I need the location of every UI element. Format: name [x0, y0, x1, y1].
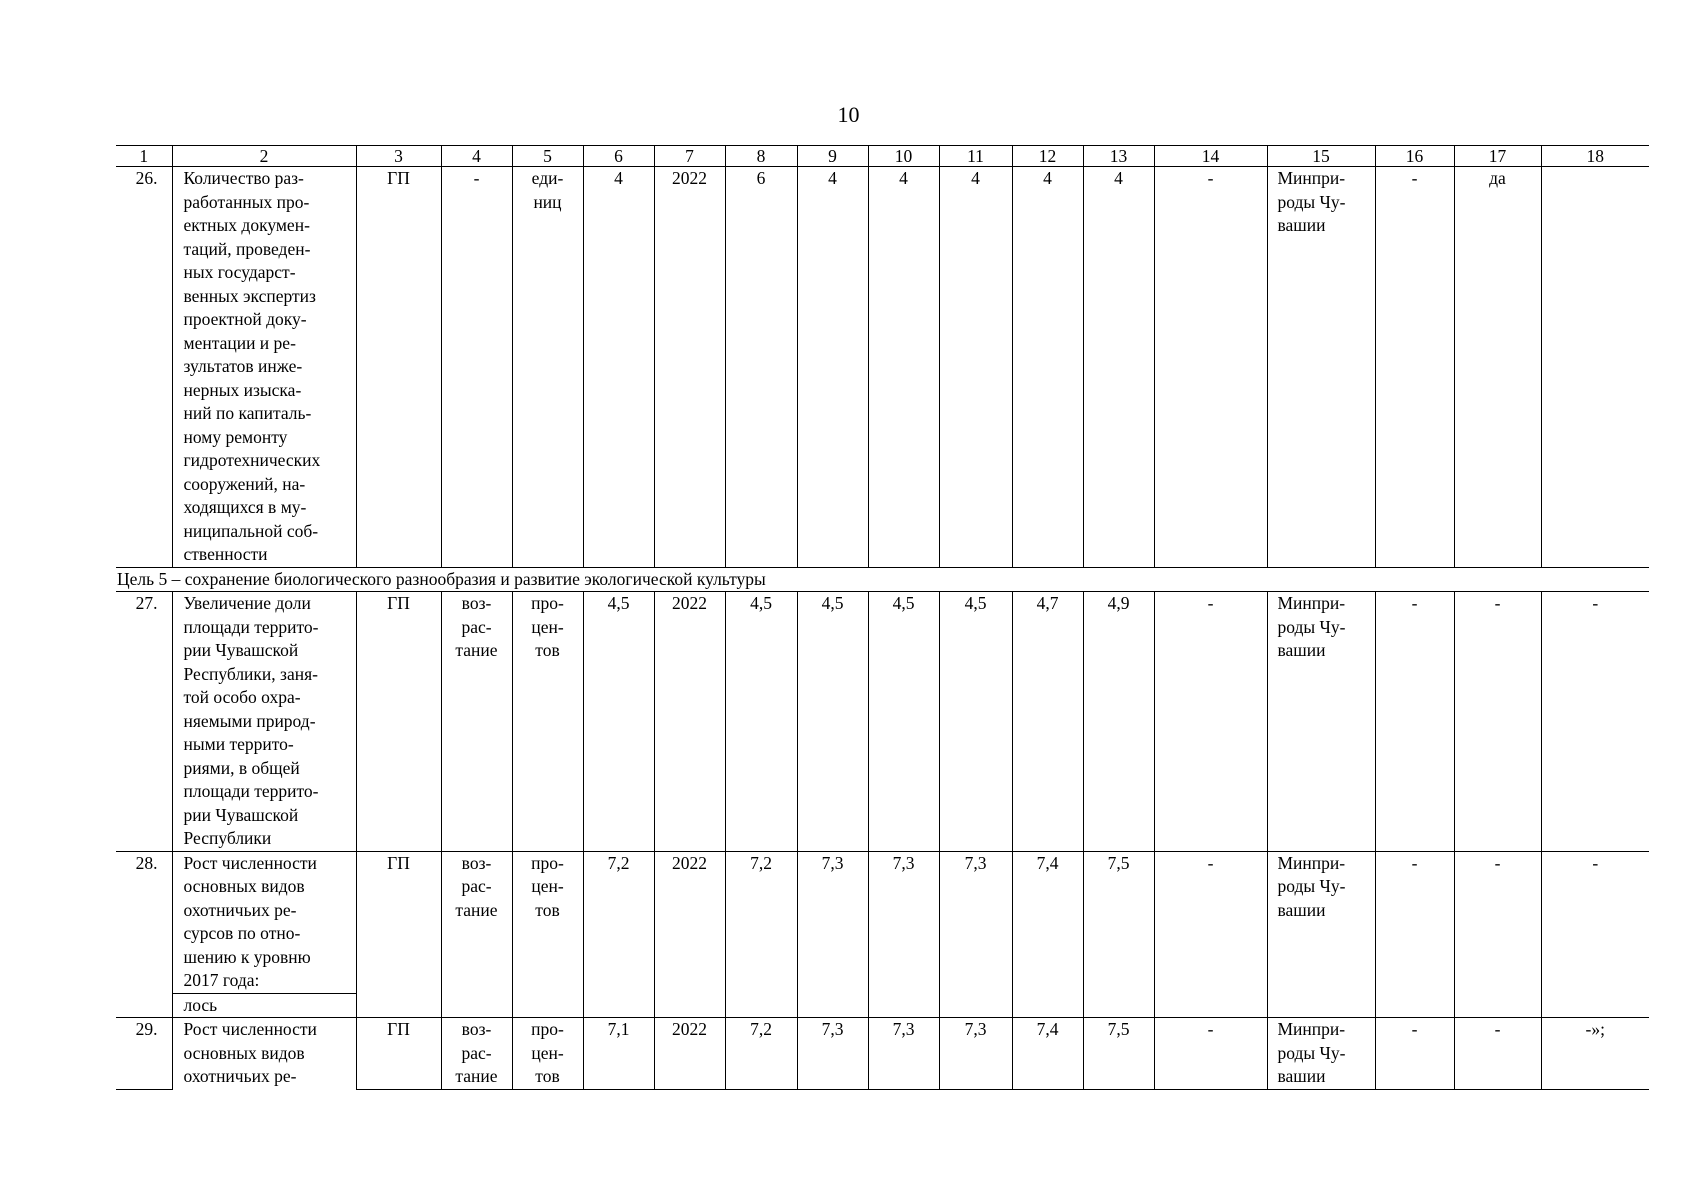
text-line: цен-: [531, 1042, 564, 1063]
text-line: площади террито-: [183, 781, 319, 801]
text-line: венных экспертиз: [183, 285, 316, 306]
cell-value: 7,4: [1012, 851, 1083, 1018]
text-line: ных государст-: [183, 262, 296, 282]
cell-base-value: 4,5: [583, 592, 654, 852]
cell-base-value: 7,1: [583, 1018, 654, 1090]
indicator-name: [172, 1018, 356, 1090]
text-line: роды Чу-: [1277, 616, 1346, 637]
text-line: сооружений, на-: [183, 473, 306, 494]
text-line: ниципальной соб-: [183, 520, 319, 541]
text-line: Минпри-: [1277, 1019, 1346, 1039]
cell-value: 7,2: [725, 1018, 797, 1090]
cell-value: 7,3: [797, 1018, 868, 1090]
header-cell: 15: [1267, 146, 1375, 167]
cell-value: 7,5: [1083, 1018, 1154, 1090]
cell-value: 4,5: [797, 592, 868, 852]
cell-col14: -: [1154, 851, 1267, 1018]
cell-value: 7,3: [868, 851, 939, 1018]
cell-base-year: 2022: [654, 851, 725, 1018]
text-line: тание: [455, 899, 498, 920]
header-cell: 14: [1154, 146, 1267, 167]
text-line: вашии: [1277, 1066, 1326, 1086]
cell-trend: [441, 167, 512, 568]
cell-col18: -: [1541, 851, 1649, 1018]
text-line: тание: [455, 640, 498, 660]
text-line: той особо охра-: [183, 687, 301, 707]
cell-value: 7,3: [797, 851, 868, 1018]
text-line: ний по капиталь-: [183, 403, 312, 423]
text-line: рас-: [461, 876, 492, 896]
cell-base-year: 2022: [654, 592, 725, 852]
text-line: гидротехнических: [183, 450, 321, 470]
cell-responsible: [1267, 851, 1375, 1018]
cell-base-value: 7,2: [583, 851, 654, 1018]
text-line: Рост численности: [183, 1019, 317, 1039]
text-line: Республики: [183, 828, 272, 848]
header-cell: 12: [1012, 146, 1083, 167]
cell-unit: [512, 851, 583, 1018]
cell-value: 7,5: [1083, 851, 1154, 1018]
header-cell: 16: [1375, 146, 1454, 167]
text-line: ментации и ре-: [183, 332, 296, 353]
text-line: тание: [455, 1066, 498, 1086]
cell-col17: -: [1454, 1018, 1541, 1090]
text-line: няемыми природ-: [183, 710, 316, 731]
text-line: ному ремонту: [183, 426, 288, 447]
cell-value: 4: [939, 167, 1012, 568]
cell-col17: -: [1454, 592, 1541, 852]
text-line: про-: [531, 1019, 564, 1039]
text-line: ходящихся в му-: [183, 497, 307, 517]
text-line: ектных докумен-: [183, 215, 310, 235]
table-header-row: [116, 146, 1649, 167]
text-line: шению к уровню: [183, 946, 311, 967]
cell-value: 4: [1012, 167, 1083, 568]
cell-col18: -: [1541, 592, 1649, 852]
indicator-name: [172, 851, 356, 993]
cell-value: 4,5: [939, 592, 1012, 852]
table-row: [116, 167, 1649, 568]
page-number: 10: [837, 102, 860, 127]
text-line: цен-: [531, 616, 564, 637]
table-row: [116, 592, 1649, 852]
cell-unit: [512, 167, 583, 568]
row-number: 26.: [116, 167, 172, 568]
cell-value: 6: [725, 167, 797, 568]
cell-base-year: 2022: [654, 167, 725, 568]
text-line: нерных изыска-: [183, 379, 302, 400]
text-line: -: [473, 168, 480, 188]
text-line: площади террито-: [183, 616, 319, 637]
cell-value: 4,7: [1012, 592, 1083, 852]
cell-col16: -: [1375, 1018, 1454, 1090]
header-cell: 5: [512, 146, 583, 167]
cell-value: 7,3: [939, 851, 1012, 1018]
header-cell: 11: [939, 146, 1012, 167]
header-cell: 2: [172, 146, 356, 167]
text-line: рии Чувашской: [183, 640, 299, 660]
text-line: тов: [535, 640, 560, 660]
cell-value: 7,4: [1012, 1018, 1083, 1090]
text-line: работанных про-: [183, 191, 310, 212]
text-line: вашии: [1277, 640, 1326, 660]
header-cell: 4: [441, 146, 512, 167]
cell-col14: -: [1154, 592, 1267, 852]
text-line: про-: [531, 852, 564, 873]
text-line: тов: [535, 899, 560, 920]
text-line: роды Чу-: [1277, 876, 1346, 896]
cell-col17: да: [1454, 167, 1541, 568]
header-cell: 7: [654, 146, 725, 167]
text-line: роды Чу-: [1277, 1042, 1346, 1063]
table-row: [116, 1018, 1649, 1090]
cell-value: 4: [868, 167, 939, 568]
cell-col14: -: [1154, 1018, 1267, 1090]
text-line: цен-: [531, 876, 564, 896]
header-cell: 6: [583, 146, 654, 167]
cell-program: ГП: [356, 167, 441, 568]
header-cell: 17: [1454, 146, 1541, 167]
cell-unit: [512, 592, 583, 852]
text-line: охотничьих ре-: [183, 899, 297, 920]
cell-value: 4,5: [725, 592, 797, 852]
cell-col16: -: [1375, 851, 1454, 1018]
cell-value: 7,2: [725, 851, 797, 1018]
text-line: Минпри-: [1277, 852, 1346, 873]
cell-col16: -: [1375, 592, 1454, 852]
text-line: роды Чу-: [1277, 191, 1346, 212]
header-cell: 1: [116, 146, 172, 167]
text-line: охотничьих ре-: [183, 1066, 297, 1086]
row-number: 29.: [116, 1018, 172, 1090]
text-line: Рост численности: [183, 852, 317, 873]
text-line: ными террито-: [183, 734, 294, 754]
cell-col16: -: [1375, 167, 1454, 568]
text-line: про-: [531, 593, 564, 613]
indicator-name: [172, 167, 356, 568]
text-line: Минпри-: [1277, 168, 1346, 188]
cell-base-year: 2022: [654, 1018, 725, 1090]
text-line: рии Чувашской: [183, 804, 299, 825]
header-cell: 18: [1541, 146, 1649, 167]
cell-col14: -: [1154, 167, 1267, 568]
cell-responsible: [1267, 167, 1375, 568]
text-line: рас-: [461, 1042, 492, 1063]
cell-program: ГП: [356, 1018, 441, 1090]
cell-value: 4,5: [868, 592, 939, 852]
cell-responsible: [1267, 1018, 1375, 1090]
row-number: 28.: [116, 851, 172, 1018]
cell-col18: -»;: [1541, 1018, 1649, 1090]
cell-trend: [441, 592, 512, 852]
cell-value: 4: [1083, 167, 1154, 568]
text-line: зультатов инже-: [183, 356, 303, 376]
cell-value: 7,3: [868, 1018, 939, 1090]
cell-program: ГП: [356, 851, 441, 1018]
text-line: проектной доку-: [183, 309, 307, 329]
text-line: Количество раз-: [183, 168, 304, 188]
text-line: еди-: [531, 168, 564, 188]
text-line: Увеличение доли: [183, 593, 311, 613]
header-cell: 8: [725, 146, 797, 167]
header-cell: 13: [1083, 146, 1154, 167]
goal-row: [116, 567, 1649, 592]
text-line: Минпри-: [1277, 593, 1346, 613]
cell-col18: [1541, 167, 1649, 568]
cell-value: 4: [797, 167, 868, 568]
cell-unit: [512, 1018, 583, 1090]
table-body: [116, 146, 1649, 1090]
text-line: таций, проведен-: [183, 238, 311, 259]
text-line: рас-: [461, 616, 492, 637]
goal-title: Цель 5 – сохранение биологического разнообразия и развитие экологической культуры: [116, 567, 1649, 592]
text-line: тов: [535, 1066, 560, 1086]
text-line: ниц: [533, 191, 562, 212]
text-line: воз-: [461, 1019, 492, 1039]
indicator-name: [172, 592, 356, 852]
cell-value: 7,3: [939, 1018, 1012, 1090]
text-line: ственности: [183, 544, 268, 564]
text-line: сурсов по отно-: [183, 923, 301, 943]
text-line: основных видов: [183, 876, 305, 896]
header-cell: 3: [356, 146, 441, 167]
text-line: вашии: [1277, 215, 1326, 235]
indicator-subname: лось: [172, 993, 356, 1018]
table-row: [116, 851, 1649, 993]
text-line: воз-: [461, 852, 492, 873]
cell-value: 4,9: [1083, 592, 1154, 852]
cell-trend: [441, 851, 512, 1018]
text-line: риями, в общей: [183, 757, 300, 778]
cell-responsible: [1267, 592, 1375, 852]
text-line: Республики, заня-: [183, 663, 318, 684]
row-number: 27.: [116, 592, 172, 852]
text-line: вашии: [1277, 899, 1326, 920]
indicators-table: [116, 145, 1649, 1090]
text-line: воз-: [461, 593, 492, 613]
text-line: 2017 года:: [183, 970, 260, 990]
cell-program: ГП: [356, 592, 441, 852]
cell-base-value: 4: [583, 167, 654, 568]
cell-col17: -: [1454, 851, 1541, 1018]
header-cell: 10: [868, 146, 939, 167]
text-line: основных видов: [183, 1042, 305, 1063]
cell-trend: [441, 1018, 512, 1090]
header-cell: 9: [797, 146, 868, 167]
